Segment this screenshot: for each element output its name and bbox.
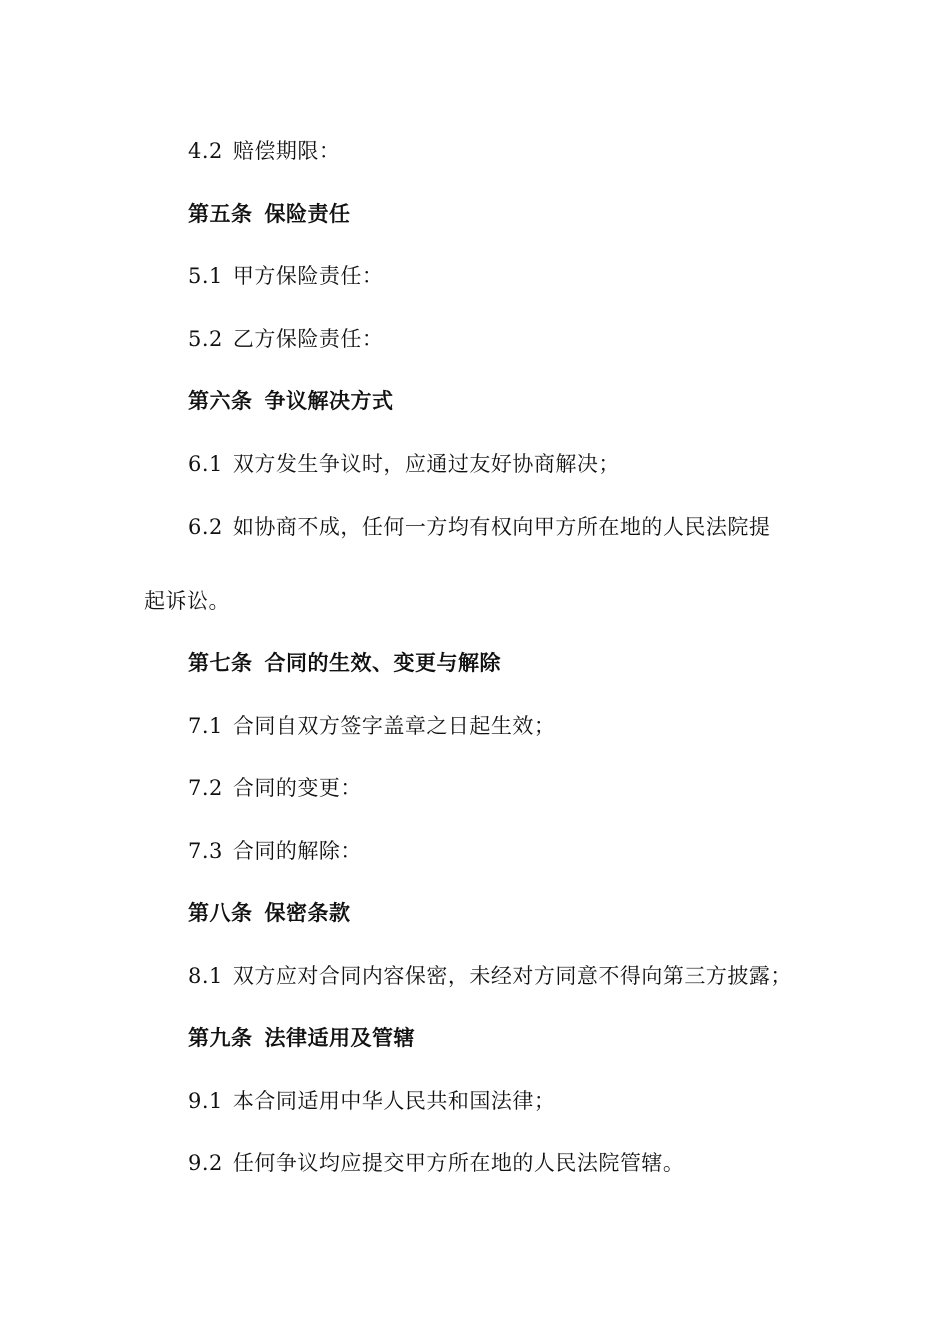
clause-text: 合同的解除： [232,839,362,863]
clause-6-2 [188,512,890,542]
article-title: 法律适用及管辖 [264,1026,415,1050]
clause-4-2 [188,136,890,166]
clause-number: 7.2 [188,776,223,800]
article-title: 争议解决方式 [264,389,394,413]
article-9-heading [188,1023,890,1053]
clause-8-1 [188,961,890,991]
article-number: 第六条 [188,389,253,413]
clause-text: 如协商不成，任何一方均有权向甲方所在地的人民法院提 [232,515,771,539]
article-6-heading [188,386,890,416]
clause-text: 乙方保险责任： [232,327,384,351]
clause-5-1 [188,261,890,291]
clause-number: 6.1 [188,452,223,476]
clause-7-1 [188,711,890,741]
clause-text: 本合同适用中华人民共和国法律； [232,1089,556,1113]
clause-6-2-continuation [144,586,890,616]
clause-number: 9.2 [188,1151,223,1175]
clause-number: 5.1 [188,264,223,288]
clause-7-3 [188,836,890,866]
clause-7-2 [188,773,890,803]
clause-number: 5.2 [188,327,223,351]
article-number: 第九条 [188,1026,253,1050]
article-title: 保密条款 [264,901,351,925]
clause-number: 7.3 [188,839,223,863]
clause-text: 双方应对合同内容保密，未经对方同意不得向第三方披露； [232,964,792,988]
article-number: 第七条 [188,651,253,675]
clause-6-1 [188,449,890,479]
article-title: 合同的生效、变更与解除 [264,651,501,675]
clause-9-1 [188,1086,890,1116]
article-8-heading [188,898,890,928]
clause-text: 合同自双方签字盖章之日起生效； [232,714,556,738]
clause-9-2 [188,1148,890,1178]
clause-text: 甲方保险责任： [232,264,384,288]
clause-number: 6.2 [188,515,223,539]
clause-number: 9.1 [188,1089,223,1113]
article-number: 第五条 [188,202,253,226]
clause-text: 任何争议均应提交甲方所在地的人民法院管辖。 [232,1151,685,1175]
article-title: 保险责任 [264,202,351,226]
clause-number: 8.1 [188,964,223,988]
clause-text: 赔偿期限： [232,139,341,163]
article-7-heading [188,648,890,678]
article-number: 第八条 [188,901,253,925]
clause-number: 4.2 [188,139,223,163]
clause-text: 合同的变更： [232,776,362,800]
clause-text: 起诉讼。 [144,589,230,613]
article-5-heading [188,199,890,229]
clause-text: 双方发生争议时，应通过友好协商解决； [232,452,620,476]
clause-number: 7.1 [188,714,223,738]
clause-5-2 [188,324,890,354]
